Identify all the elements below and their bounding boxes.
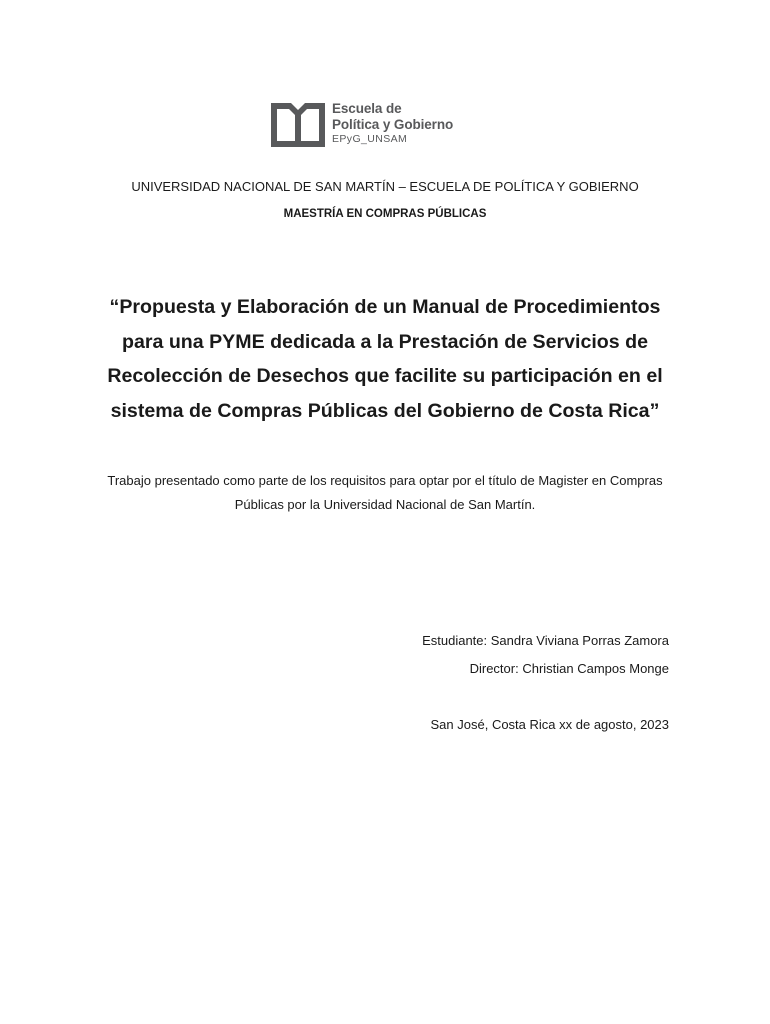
logo-wordmark [332, 102, 453, 147]
open-book-icon [271, 103, 325, 147]
thesis-description: Trabajo presentado como parte de los requisitos para optar por el título de Magister en Compras Públicas por la Universidad Nacional de San Martín. [107, 473, 663, 512]
school-logo [271, 100, 471, 150]
student-credit: Estudiante: Sandra Viviana Porras Zamora [422, 633, 669, 648]
logo-text-line-1: Escuela de [332, 101, 402, 116]
program-heading: MAESTRÍA EN COMPRAS PÚBLICAS [283, 208, 487, 220]
logo-text-line-3: EPyG_UNSAM [332, 133, 408, 145]
thesis-title: “Propuesta y Elaboración de un Manual de Procedimientos para una PYME dedicada a la Prestación de Servicios de Recolección de Desechos que facilite su participación en el sistema de Compras Públicas del Gobierno de Costa Rica” [107, 296, 663, 422]
institution-heading: UNIVERSIDAD NACIONAL DE SAN MARTÍN – ESCUELA DE POLÍTICA Y GOBIERNO [131, 179, 639, 194]
place-and-date: San José, Costa Rica xx de agosto, 2023 [430, 717, 669, 732]
logo-text-line-2: Política y Gobierno [332, 117, 454, 132]
director-credit: Director: Christian Campos Monge [469, 661, 669, 676]
